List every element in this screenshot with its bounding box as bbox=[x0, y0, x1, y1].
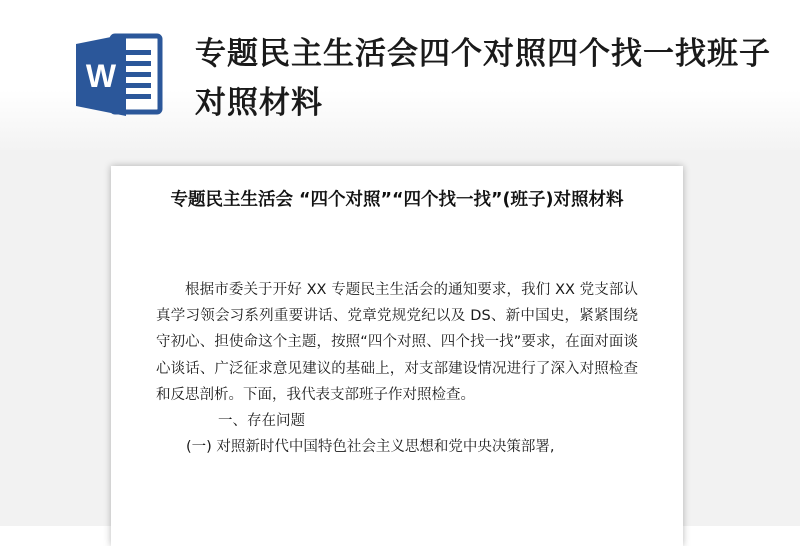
word-icon-letter: W bbox=[85, 58, 117, 94]
header-banner bbox=[0, 0, 800, 150]
word-document-icon bbox=[74, 30, 164, 120]
body-paragraph: 根据市委关于开好 XX 专题民主生活会的通知要求，我们 XX 党支部认真学习领会习系列重要讲话、党章党规党纪以及 DS、新中国史，紧紧围绕守初心、担使命这个主题，按照“四个对照、四个找一找”要求，在面对面谈心谈话、广泛征求意见建议的基础上，对支部建设情况进行了深入对照检查和反思剖析。下面，我代表支部班子作对照检查。 bbox=[156, 282, 638, 403]
section-heading: 一、存在问题 bbox=[218, 413, 305, 430]
document-page bbox=[111, 166, 683, 546]
subsection-heading: (一) 对照新时代中国特色社会主义思想和党中央决策部署, bbox=[186, 439, 555, 456]
document-title: 专题民主生活会 “四个对照”“四个找一找”(班子)对照材料 bbox=[170, 190, 624, 210]
document-body bbox=[156, 277, 638, 460]
banner-title: 专题民主生活会四个对照四个找一找班子对照材料 bbox=[195, 36, 771, 121]
